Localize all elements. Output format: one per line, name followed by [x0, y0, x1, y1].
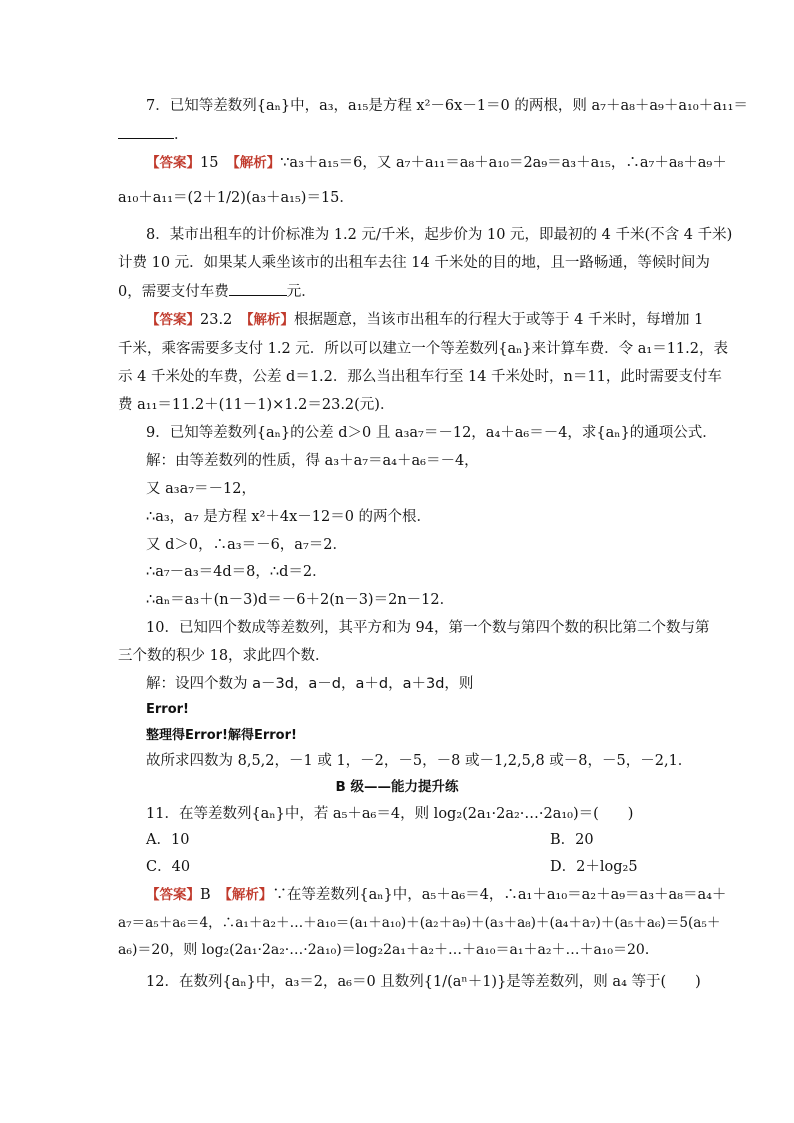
q9-sol2: 又 a₃a₇＝－12， [146, 481, 256, 497]
q8-answer-line [146, 310, 703, 330]
answer-blank [118, 124, 174, 139]
q10-line2: 三个数的积少 18，求此四个数． [118, 648, 330, 664]
q10-sol1: 解：设四个数为 a－3d，a－d，a＋d，a＋3d，则 [146, 676, 474, 692]
q11-analysis1: ∵在等差数列{aₙ}中，a₅＋a₆＝4，∴a₁＋a₁₀＝a₂＋a₉＝a₃＋a₈＝a₄＋ [272, 887, 727, 903]
section-b-heading: B 级——能力提升练 [335, 779, 459, 795]
q8-line1: 8．某市出租车的计价标准为 1.2 元/千米，起步价为 10 元，即最初的 4 千米(不含 4 千米) [146, 227, 733, 243]
option-c: C．40 [146, 859, 191, 875]
q8-analysis4: 费 a₁₁＝11.2＋(11－1)×1.2＝23.2(元)． [118, 397, 395, 413]
option-b: B．20 [550, 832, 594, 848]
q10-sol4: 故所求四数为 8,5,2，－1 或 1，－2，－5，－8 或－1,2,5,8 或－8，－5，－2,1． [146, 753, 693, 769]
q7-analysis1: ∵a₃＋a₁₅＝6，又 a₇＋a₁₁＝a₈＋a₁₀＝2a₉＝a₃＋a₁₅，∴a₇＋a₈＋a₉＋ [280, 155, 727, 171]
answer-tag: 【答案】 [146, 155, 200, 171]
q7-answer: 15 [200, 155, 219, 171]
q8-line3: 0，需要支付车费 元． [118, 281, 316, 302]
q8-line2: 计费 10 元．如果某人乘坐该市的出租车去往 14 千米处的目的地，且一路畅通，等候时间为 [118, 255, 710, 271]
q9-sol6: ∴aₙ＝a₃＋(n－3)d＝－6＋2(n－3)＝2n－12． [146, 592, 455, 608]
q11-line1: 11．在等差数列{aₙ}中，若 a₅＋a₆＝4，则 log₂(2a₁·2a₂·…·2a₁₀)＝( ) [146, 806, 634, 822]
q10-sol2: Error! [146, 702, 189, 717]
q7-analysis2: a₁₀＋a₁₁＝(2＋1/2)(a₃＋a₁₅)＝15． [118, 190, 354, 206]
q8-answer: 23.2 [200, 312, 233, 328]
q11-options-row1 [146, 830, 594, 850]
answer-tag: 【答案】 [146, 887, 200, 903]
q12-line1: 12．在数列{aₙ}中，a₃＝2，a₆＝0 且数列{1/(aⁿ＋1)}是等差数列，则 a₄ 等于( ) [146, 974, 701, 990]
analysis-tag: 【解析】 [225, 887, 273, 903]
answer-tag: 【答案】 [146, 312, 200, 328]
q11-analysis2: a₇＝a₅＋a₆＝4，∴a₁＋a₂＋…＋a₁₀＝(a₁＋a₁₀)＋(a₂＋a₉)＋(a₃＋a₈)＋(a₄＋a₇)＋(a₅＋a₆)＝5(a₅＋ [118, 915, 721, 931]
q8-analysis3: 示 4 千米处的车费，公差 d＝1.2．那么当出租车行至 14 千米处时，n＝11，此时需要支付车 [118, 369, 722, 385]
option-a: A．10 [146, 832, 190, 848]
q11-options-row2 [146, 857, 638, 877]
q9-sol1: 解：由等差数列的性质，得 a₃＋a₇＝a₄＋a₆＝－4， [146, 453, 479, 469]
q7-line1: 7．已知等差数列{aₙ}中，a₃，a₁₅是方程 x²－6x－1＝0 的两根，则 a₇＋a₈＋a₉＋a₁₀＋a₁₁＝ [146, 98, 748, 114]
q10-sol3: 整理得Error!解得Error! [146, 728, 297, 743]
q9-sol5: ∴a₇－a₃＝4d＝8，∴d＝2． [146, 564, 327, 580]
analysis-tag: 【解析】 [232, 155, 281, 171]
q9-line1: 9．已知等差数列{aₙ}的公差 d＞0 且 a₃a₇＝－12，a₄＋a₆＝－4，求{aₙ}的通项公式． [146, 425, 717, 441]
q11-analysis3: a₆)＝20，则 log₂(2a₁·2a₂·…·2a₁₀)＝log₂2a₁＋a₂＋…＋a₁₀＝a₁＋a₂＋…＋a₁₀＝20． [118, 942, 659, 958]
q9-sol3: ∴a₃，a₇ 是方程 x²＋4x－12＝0 的两个根． [146, 509, 432, 525]
answer-blank [229, 281, 287, 296]
q11-answer-line [146, 885, 726, 905]
option-d: D．2＋log₂5 [550, 859, 638, 875]
q9-sol4: 又 d＞0，∴a₃＝－6，a₇＝2． [146, 537, 347, 553]
analysis-tag: 【解析】 [246, 312, 295, 328]
q8-analysis1: 根据题意，当该市出租车的行程大于或等于 4 千米时，每增加 1 [294, 312, 704, 328]
q7-line2: ． [118, 124, 189, 145]
q8-analysis2: 千米，乘客需要多支付 1.2 元．所以可以建立一个等差数列{aₙ}来计算车费．令 a₁＝11.2，表 [118, 341, 728, 357]
q7-answer-line [146, 153, 727, 173]
q11-answer: B [200, 887, 211, 903]
q10-line1: 10．已知四个数成等差数列，其平方和为 94，第一个数与第四个数的积比第二个数与第 [146, 620, 710, 636]
